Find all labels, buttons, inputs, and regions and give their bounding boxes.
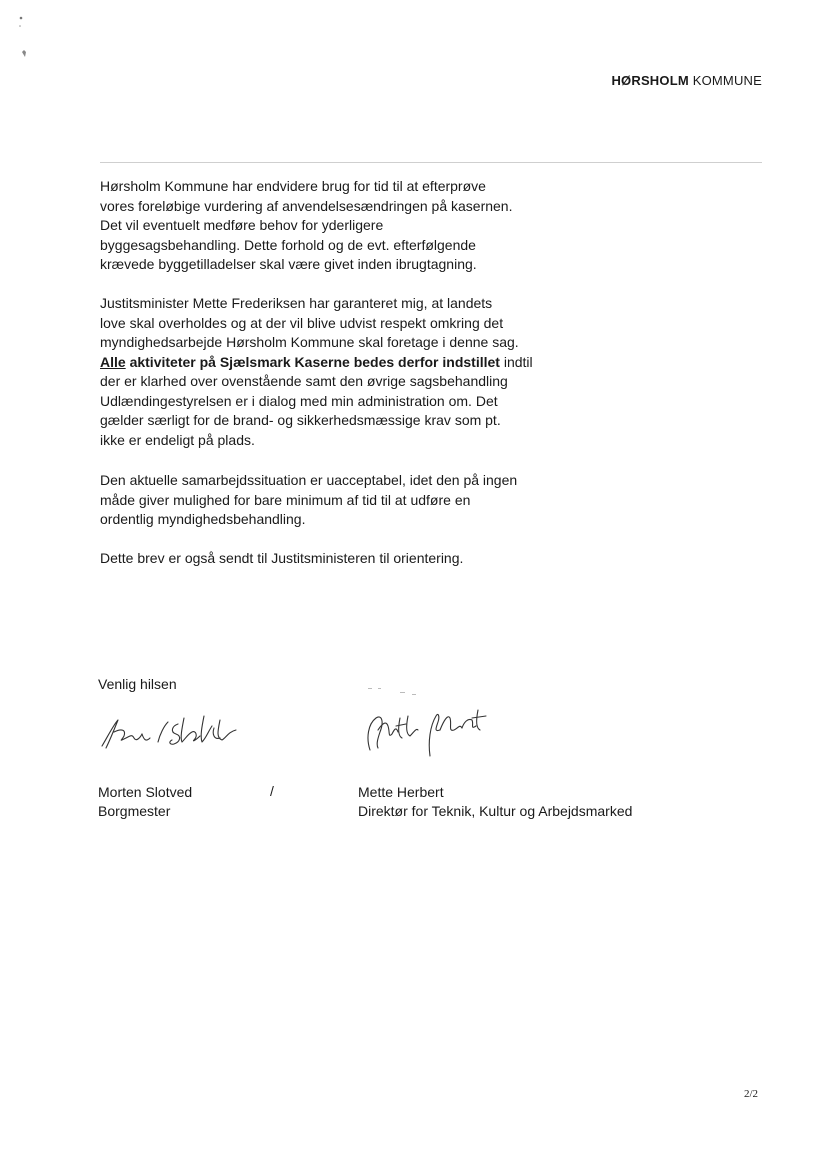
text-line: Hørsholm Kommune har endvidere brug for tid til at efterprøve (100, 178, 486, 194)
emphasis-underlined: Alle (100, 353, 126, 370)
closing-salutation: Venlig hilsen (98, 676, 177, 692)
text-line: der er klarhed over ovenstående samt den øvrige sagsbehandling (100, 373, 508, 389)
paragraph-3 (100, 471, 570, 530)
signatory-right (358, 783, 632, 821)
header-divider (100, 162, 762, 163)
signatory-right-title: Direktør for Teknik, Kultur og Arbejdsmarked (358, 803, 633, 819)
text-line: Dette brev er også sendt til Justitsministeren til orientering. (100, 550, 464, 566)
signature-morten-slotved (96, 708, 246, 758)
paragraph-2 (100, 294, 570, 450)
header-org-bold: HØRSHOLM (611, 73, 689, 88)
text-line: byggesagsbehandling. Dette forhold og de evt. efterfølgende (100, 236, 476, 253)
signatory-left-title: Borgmester (98, 803, 171, 819)
text-line: ordentlig myndighedsbehandling. (100, 511, 306, 527)
header-org-regular: KOMMUNE (688, 73, 762, 88)
text-line: myndighedsarbejde Hørsholm Kommune skal foretage i denne sag. (100, 334, 519, 350)
municipality-header (611, 73, 762, 88)
text-line: Den aktuelle samarbejdssituation er uacceptabel, idet den på ingen (100, 472, 518, 488)
text-line: måde giver mulighed for bare minimum af tid til at udføre en (100, 491, 471, 508)
signatory-separator: / (270, 783, 274, 799)
paragraph-1 (100, 177, 570, 275)
scan-speck-marks (14, 12, 34, 72)
text-line: ikke er endeligt på plads. (100, 431, 255, 448)
text-line-emphasis (100, 353, 570, 373)
text-line: Det vil eventuelt medføre behov for yderligere (100, 217, 384, 233)
signatory-left-name: Morten Slotved (98, 784, 193, 800)
page-number: 2/2 (743, 1088, 758, 1100)
signatory-right-name: Mette Herbert (358, 784, 444, 800)
emphasis-bold: aktiviteter på Sjælsmark Kaserne bedes derfor indstillet (125, 353, 500, 370)
text-line: gælder særligt for de brand- og sikkerhedsmæssige krav som pt. (100, 412, 501, 428)
signatory-left (98, 783, 192, 821)
signature-mette-herbert (348, 680, 488, 770)
paragraph-4 (100, 549, 570, 569)
text-line: Udlændingestyrelsen er i dialog med min administration om. Det (100, 392, 498, 409)
text-line: vores foreløbige vurdering af anvendelsesændringen på kasernen. (100, 197, 513, 214)
emphasis-rest: indtil (499, 353, 533, 370)
text-line: love skal overholdes og at der vil blive udvist respekt omkring det (100, 314, 504, 331)
text-line: Justitsminister Mette Frederiksen har garanteret mig, at landets (100, 295, 493, 311)
text-line: krævede byggetilladelser skal være givet inden ibrugtagning. (100, 256, 477, 272)
